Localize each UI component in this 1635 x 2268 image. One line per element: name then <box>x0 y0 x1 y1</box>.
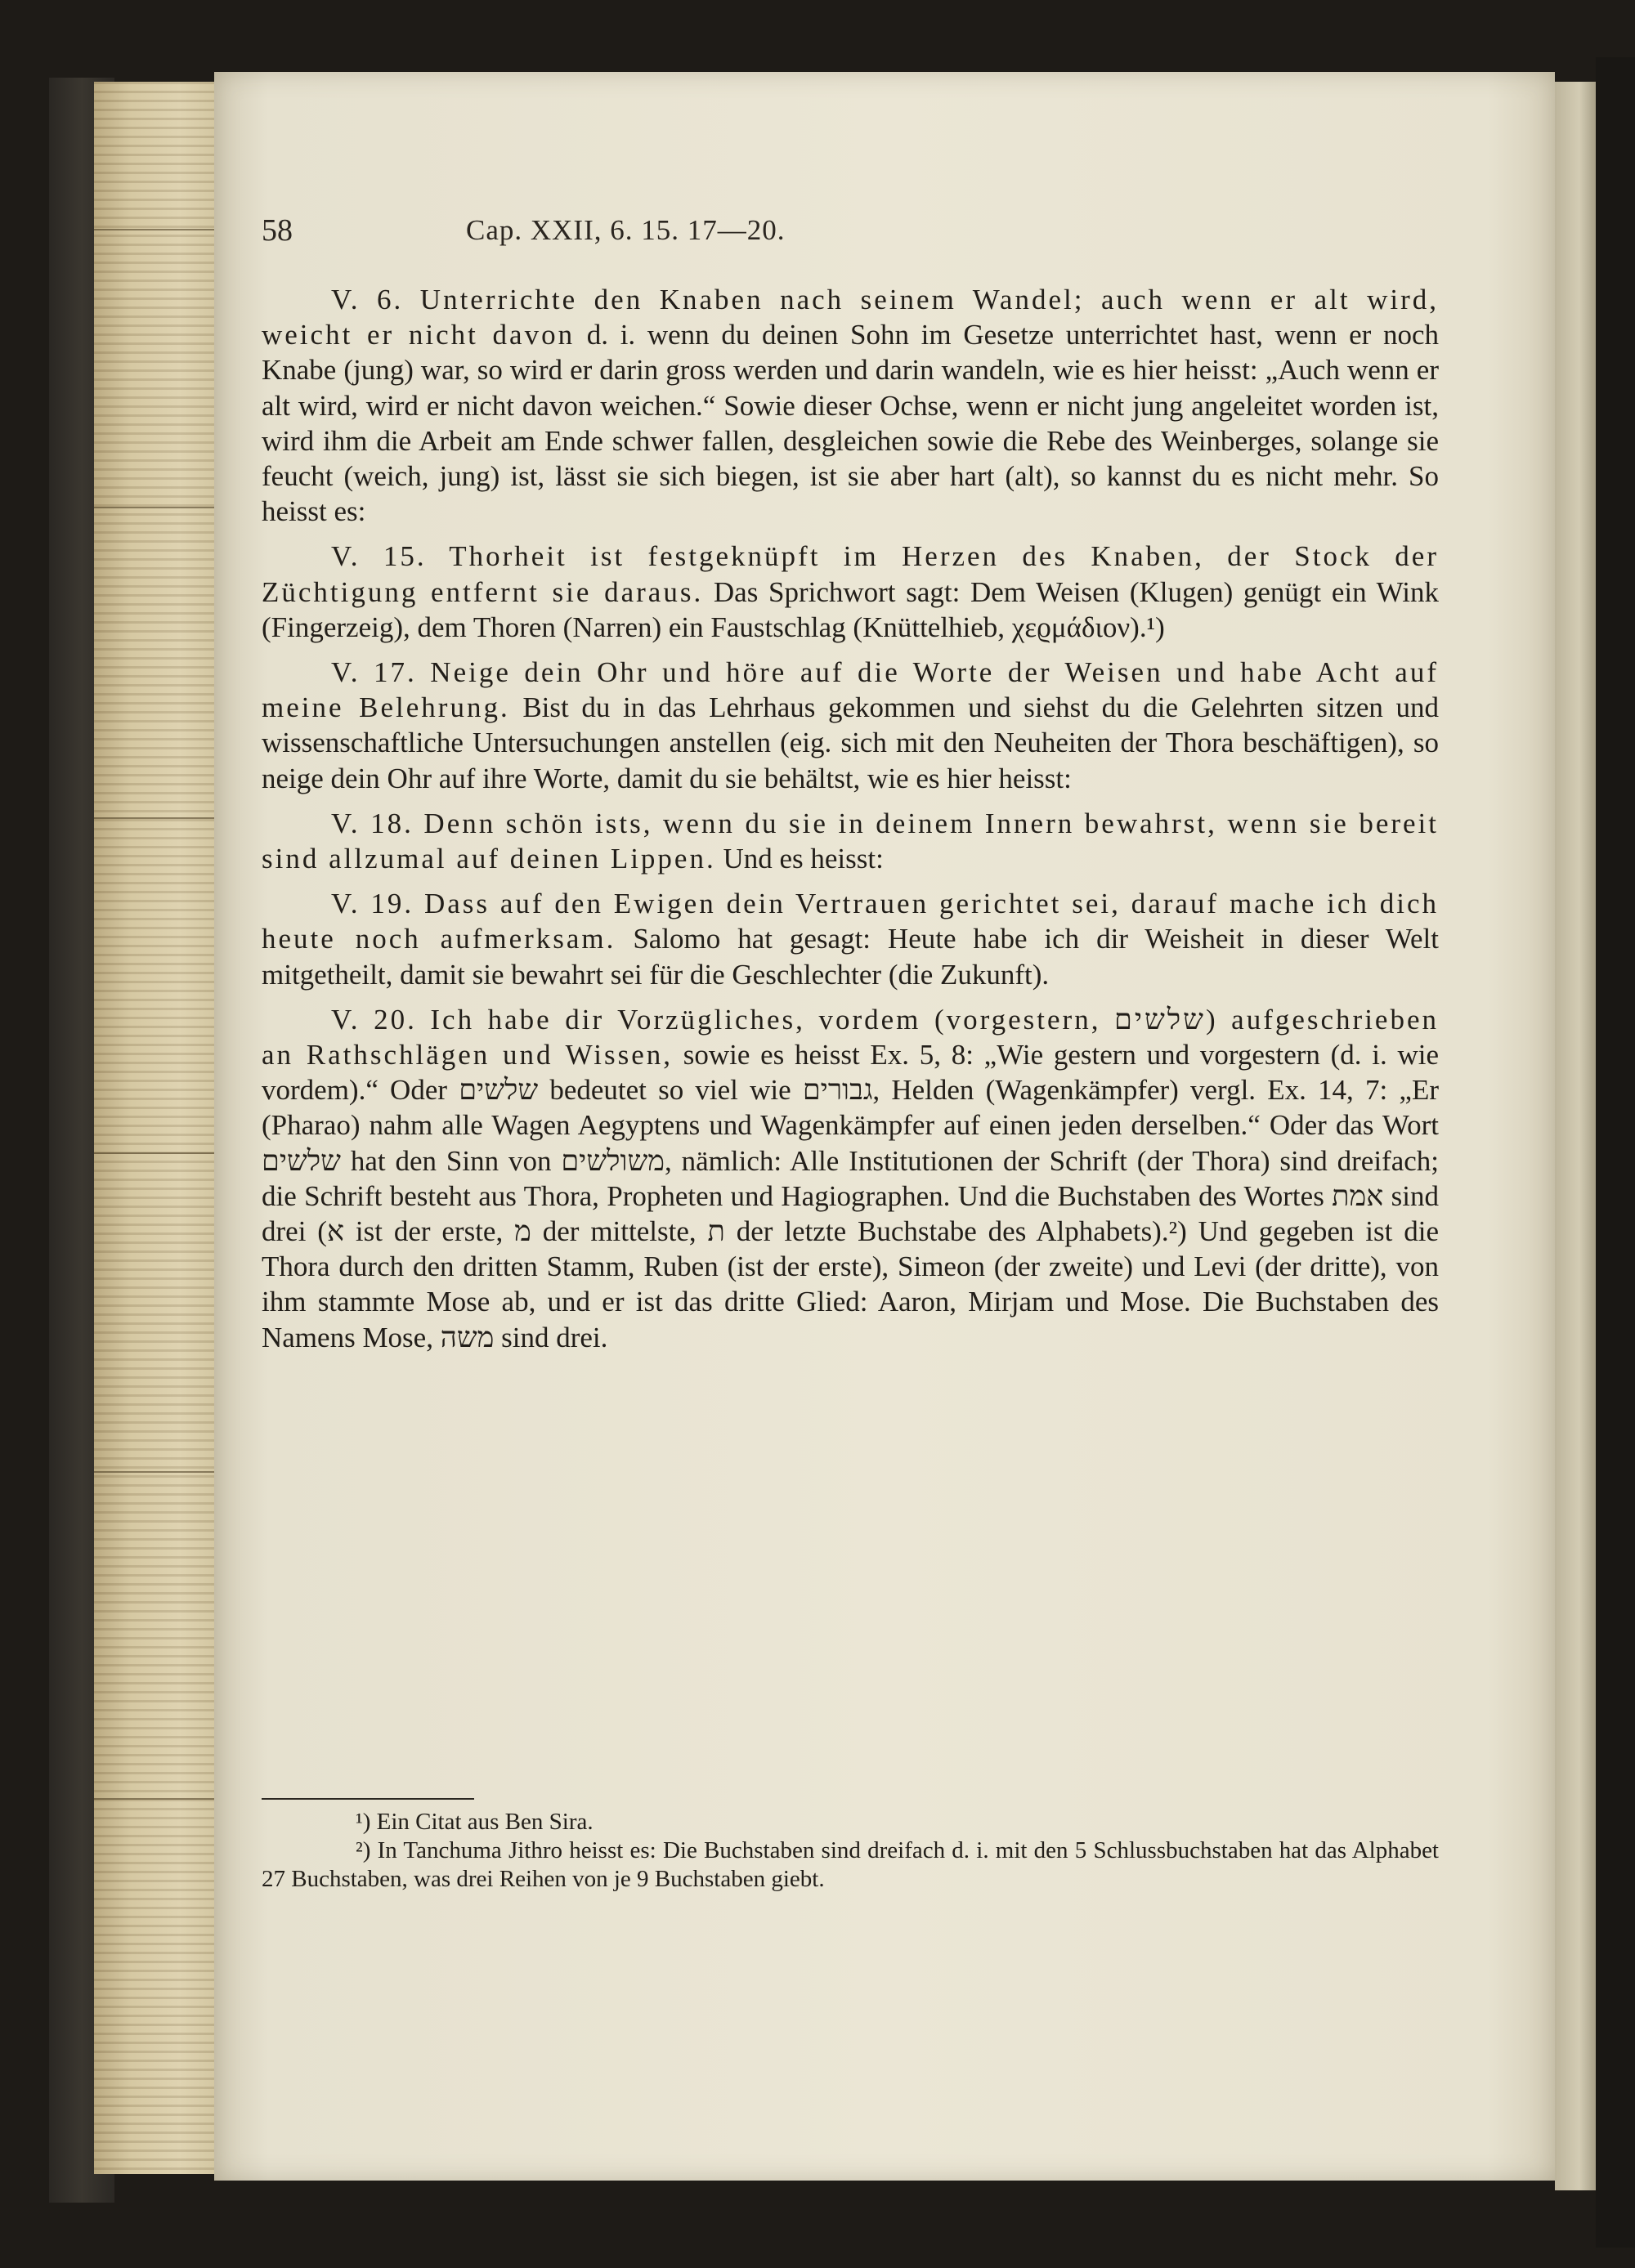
next-page-edge <box>1555 82 1596 2190</box>
page-edges <box>94 82 217 2174</box>
paragraph-v15 <box>262 539 1439 645</box>
verse-lead: V. 18. Denn schön ists, wenn du sie in deinem Innern bewahrst, wenn sie bereit sind allzumal auf deinen Lippen. <box>262 807 1439 875</box>
verse-lead: V. 6. Unterrichte den Knaben nach seinem Wandel; auch wenn er alt wird, weicht er nicht davon <box>262 284 1439 351</box>
running-head: Cap. XXII, 6. 15. 17—20. <box>466 214 786 246</box>
verse-lead: V. 19. Dass auf den Ewigen dein Vertrauen gerichtet sei, darauf mache ich dich heute noch aufmerksam. <box>262 888 1439 955</box>
paragraph-v18 <box>262 806 1439 876</box>
commentary-text: Das Sprichwort sagt: Dem Weisen (Klugen) genügt ein Wink (Fingerzeig), dem Thoren (Narren) ein Faustschlag (Knüttelhieb, χεϱμάδιον).¹) <box>262 575 1439 643</box>
paragraph-v17 <box>262 655 1439 796</box>
edge-mark <box>94 507 217 508</box>
page-number: 58 <box>262 213 293 248</box>
commentary-text: d. i. wenn du deinen Sohn im Gesetze unterrichtet hast, wenn er noch Knabe (jung) war, so wird er darin gross werden und darin wandeln, wie es hier heisst: „Auch wenn er alt wird, wird er nicht davon weichen.“ Sowie dieser Ochse, wenn er nicht jung angeleitet worden ist, wird ihm die Arbeit am Ende schwer fallen, desgleichen sowie die Rebe des Weinberges, solange sie feucht (weich, jung) ist, lässt sie sich biegen, ist sie aber hart (alt), so kannst du es nicht mehr. So heisst es: <box>262 319 1439 528</box>
edge-mark <box>94 1471 217 1473</box>
paragraph-v6 <box>262 282 1439 529</box>
body-text <box>262 282 1439 1365</box>
verse-lead: V. 15. Thorheit ist festgeknüpft im Herzen des Knaben, der Stock der Züchtigung entfernt sie daraus. <box>262 540 1439 608</box>
commentary-text: Salomo hat gesagt: Heute habe ich dir Weisheit in dieser Welt mitgetheilt, damit sie bewahrt sei für die Geschlechter (die Zukunft). <box>262 923 1439 991</box>
footnote-2: ²) In Tanchuma Jithro heisst es: Die Buchstaben sind dreifach d. i. mit den 5 Schlussbuchstaben hat das Alphabet 27 Buchstaben, was drei Reihen von je 9 Buchstaben giebt. <box>262 1837 1439 1892</box>
footnote-1: ¹) Ein Citat aus Ben Sira. <box>356 1809 594 1835</box>
commentary-text: Bist du in das Lehrhaus gekommen und siehst du die Gelehrten sitzen und wissenschaftliche Untersuchungen anstellen (eig. sich mit den Neuheiten der Thora beschäftigen), so neige dein Ohr auf ihre Worte, damit du sie behältst, wie es hier heisst: <box>262 691 1440 794</box>
edge-mark <box>94 229 217 230</box>
background-right <box>1596 57 1635 2248</box>
footnotes <box>262 1808 1439 1894</box>
commentary-text: Und es heisst: <box>715 843 884 875</box>
commentary-text: sowie es heisst Ex. 5, 8: „Wie gestern und vorgestern (d. i. wie vordem).“ Oder שלשים bedeutet so viel wie גבורים, Helden (Wagenkämpfer) vergl. Ex. 14, 7: „Er (Pharao) nahm alle Wagen Aegyptens und Wagenkämpfer auf einen jeden derselben.“ Oder das Wort שלשים hat den Sinn von משולשים, nämlich: Alle Institutionen der Schrift (der Thora) sind dreifach; die Schrift besteht aus Thora, Propheten und Hagiographen. Und die Buchstaben des Wortes אמת sind drei (א ist der erste, מ der mittelste, ת der letzte Buchstabe des Alphabets).²) Und gegeben ist die Thora durch den dritten Stamm, Ruben (ist der erste), Simeon (der zweite) und Levi (der dritte), von ihm stammte Mose ab, und er ist das dritte Glied: Aaron, Mirjam und Mose. Die Buchstaben des Namens Mose, משה sind drei. <box>262 1039 1439 1353</box>
edge-mark <box>94 817 217 819</box>
edge-mark <box>94 1152 217 1154</box>
verse-lead: V. 20. Ich habe dir Vorzügliches, vordem (vorgestern, שלשים) aufgeschrieben an Rathschlägen und Wissen, <box>262 1003 1439 1071</box>
footnote-rule <box>262 1798 474 1800</box>
verse-lead: V. 17. Neige dein Ohr und höre auf die Worte der Weisen und habe Acht auf meine Belehrung. <box>262 656 1439 724</box>
page-header <box>262 135 1161 248</box>
paragraph-v19 <box>262 886 1439 992</box>
edge-mark <box>94 1798 217 1800</box>
paragraph-v20 <box>262 1002 1439 1355</box>
